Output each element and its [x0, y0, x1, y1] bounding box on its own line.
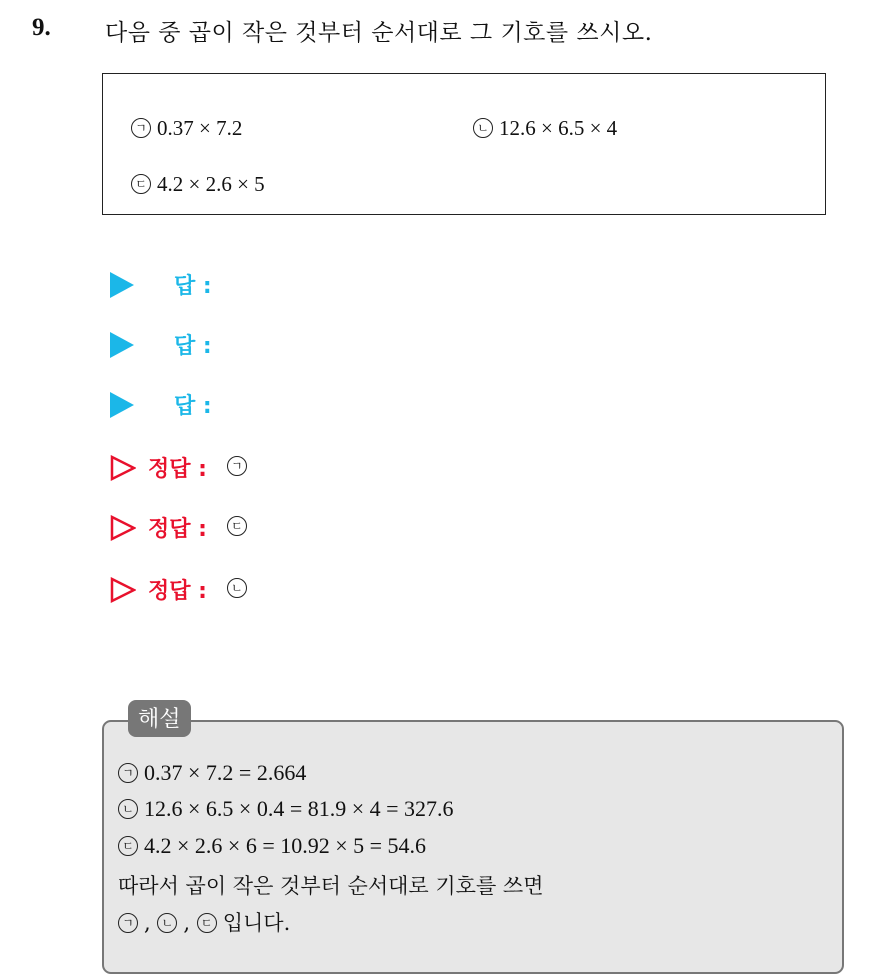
choices-box [102, 73, 826, 215]
choice-1 [131, 116, 242, 141]
circled-digeut-icon: ㄷ [131, 174, 151, 194]
correct-label: 정답 : [148, 457, 207, 482]
solution-equation: 12.6 × 6.5 × 0.4 = 81.9 × 4 = 327.6 [144, 796, 454, 821]
circled-digeut-icon: ㄷ [118, 836, 138, 856]
circled-giyeok-icon: ㄱ [118, 763, 138, 783]
solution-equation: 4.2 × 2.6 × 6 = 10.92 × 5 = 54.6 [144, 833, 427, 858]
circled-digeut-icon: ㄷ [227, 516, 247, 536]
correct-label: 정답 : [148, 517, 207, 542]
play-triangle-icon [110, 272, 134, 298]
correct-label: 정답 : [148, 579, 207, 604]
solution-line [118, 796, 454, 822]
circled-nieun-icon: ㄴ [227, 578, 247, 598]
solution-line [118, 833, 426, 859]
answer-row [110, 269, 212, 300]
choice-3 [131, 172, 265, 197]
answer-label: 답 : [174, 274, 212, 299]
solution-tab: 해설 [128, 700, 191, 737]
answer-row [110, 389, 212, 420]
circled-giyeok-icon: ㄱ [131, 118, 151, 138]
outline-triangle-icon [110, 455, 136, 481]
choice-expression: 4.2 × 2.6 × 5 [157, 172, 265, 196]
correct-row [110, 574, 253, 605]
correct-row [110, 512, 253, 543]
correct-row [110, 452, 253, 483]
circled-digeut-icon: ㄷ [197, 913, 217, 933]
choice-2 [473, 116, 617, 141]
circled-nieun-icon: ㄴ [473, 118, 493, 138]
circled-giyeok-icon: ㄱ [118, 913, 138, 933]
outline-triangle-icon [110, 515, 136, 541]
circled-giyeok-icon: ㄱ [227, 456, 247, 476]
play-triangle-icon [110, 332, 134, 358]
choice-expression: 12.6 × 6.5 × 4 [499, 116, 618, 140]
question-number: 9. [32, 14, 51, 41]
circled-nieun-icon: ㄴ [118, 799, 138, 819]
solution-final: ㄱ , ㄴ , ㄷ 입니다. [118, 907, 290, 937]
final-suffix: 입니다. [222, 911, 291, 935]
solution-equation: 0.37 × 7.2 = 2.664 [144, 760, 307, 785]
answer-label: 답 : [174, 394, 212, 419]
question-text: 다음 중 곱이 작은 것부터 순서대로 그 기호를 쓰시오. [105, 20, 653, 46]
outline-triangle-icon [110, 577, 136, 603]
play-triangle-icon [110, 392, 134, 418]
solution-line [118, 760, 306, 786]
solution-conclusion: 따라서 곱이 작은 것부터 순서대로 기호를 쓰면 [118, 874, 544, 898]
answer-row [110, 329, 212, 360]
answer-label: 답 : [174, 334, 212, 359]
circled-nieun-icon: ㄴ [157, 913, 177, 933]
choice-expression: 0.37 × 7.2 [157, 116, 243, 140]
